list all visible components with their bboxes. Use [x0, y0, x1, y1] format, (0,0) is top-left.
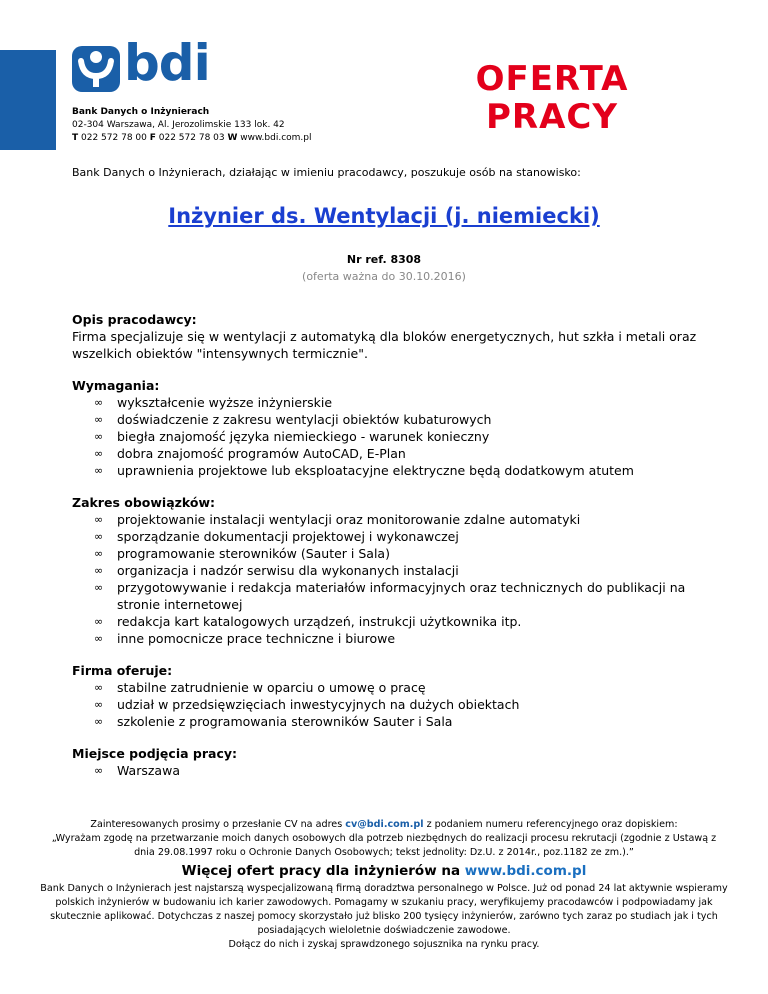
bullet-icon: ∞ — [94, 564, 104, 577]
bullet-icon: ∞ — [94, 615, 104, 628]
list-item-text: wykształcenie wyższe inżynierskie — [117, 395, 333, 410]
list-item — [72, 679, 712, 696]
cv-text-before: Zainteresowanych prosimy o przesłanie CV na adres — [90, 819, 346, 830]
more-offers-link[interactable]: www.bdi.com.pl — [464, 863, 587, 879]
list-item-text: biegła znajomość języka niemieckiego - warunek konieczny — [117, 429, 490, 444]
about-text: Bank Danych o Inżynierach jest najstarszą wyspecjalizowaną firmą doradztwa personalnego w Polsce. Już od ponad 24 lat aktywnie wspieramy polskich inżynierów w budowaniu ich karier zawodowych. Pomagamy w szukaniu pracy, weryfikujemy pracodawców i podpowiadamy jak skutecznie aplikować. Dotychczas z naszej pomocy skorzystało już blisko 200 tysięcy inżynierów, zarówno tych zaraz po studiach jak i tych posiadających wieloletnie doświadczenie zawodowe. — [40, 883, 728, 936]
list-item — [72, 545, 712, 562]
bullet-icon: ∞ — [94, 513, 104, 526]
bullet-icon: ∞ — [94, 698, 104, 711]
job-title[interactable]: Inżynier ds. Wentylacji (j. niemiecki) — [168, 204, 600, 228]
intro-text: Bank Danych o Inżynierach, działając w imieniu pracodawcy, poszukuje osób na stanowisko: — [72, 166, 581, 179]
requirements-section — [72, 377, 712, 479]
bullet-icon: ∞ — [94, 715, 104, 728]
list-item — [72, 762, 712, 779]
list-item-text: doświadczenie z zakresu wentylacji obiektów kubaturowych — [117, 412, 492, 427]
bullet-icon: ∞ — [94, 581, 104, 594]
list-item-text: organizacja i nadzór serwisu dla wykonanych instalacji — [117, 563, 459, 578]
bank-contact-block — [72, 106, 312, 145]
more-offers-text: Więcej ofert pracy dla inżynierów na — [181, 863, 465, 879]
location-title: Miejsce podjęcia pracy: — [72, 746, 237, 761]
logo-wordmark: bdi — [124, 34, 210, 92]
bank-name: Bank Danych o Inżynierach — [72, 107, 210, 117]
list-item-text: dobra znajomość programów AutoCAD, E-Plan — [117, 446, 406, 461]
cv-instruction — [40, 818, 728, 832]
list-item-text: szkolenie z programowania sterowników Sauter i Sala — [117, 714, 453, 729]
list-item-text: sporządzanie dokumentacji projektowej i wykonawczej — [117, 529, 459, 544]
footer — [40, 818, 728, 952]
bullet-icon: ∞ — [94, 632, 104, 645]
requirements-list — [72, 394, 712, 479]
bullet-icon: ∞ — [94, 464, 104, 477]
list-item — [72, 579, 712, 613]
list-item — [72, 630, 712, 647]
offer-heading-line2: PRACY — [486, 97, 618, 137]
offer-content — [72, 311, 712, 794]
fax-number: 022 572 78 03 — [158, 133, 225, 143]
bullet-icon: ∞ — [94, 547, 104, 560]
bullet-icon: ∞ — [94, 764, 104, 777]
list-item-text: udział w przedsięwzięciach inwestycyjnych na dużych obiektach — [117, 697, 520, 712]
list-item-text: stabilne zatrudnienie w oparciu o umowę o pracę — [117, 680, 426, 695]
bullet-icon: ∞ — [94, 430, 104, 443]
requirements-title: Wymagania: — [72, 378, 160, 393]
more-offers — [40, 861, 728, 881]
logo-person-icon — [72, 46, 120, 92]
employer-text: Firma specjalizuje się w wentylacji z automatyką dla bloków energetycznych, hut szkła i metali oraz wszelkich obiektów "intensywnych termicznie". — [72, 329, 697, 361]
list-item — [72, 528, 712, 545]
duties-section — [72, 494, 712, 647]
bullet-icon: ∞ — [94, 681, 104, 694]
offer-list — [72, 679, 712, 730]
bullet-icon: ∞ — [94, 413, 104, 426]
offer-heading — [462, 60, 642, 136]
list-item — [72, 462, 712, 479]
list-item — [72, 613, 712, 630]
list-item-text: Warszawa — [117, 763, 180, 778]
duties-list — [72, 511, 712, 647]
list-item — [72, 562, 712, 579]
location-section — [72, 745, 712, 779]
bank-contact-line — [72, 132, 312, 145]
bdi-logo — [72, 34, 210, 96]
bank-address: 02-304 Warszawa, Al. Jerozolimskie 133 lok. 42 — [72, 120, 285, 130]
bullet-icon: ∞ — [94, 396, 104, 409]
list-item — [72, 511, 712, 528]
offer-title: Firma oferuje: — [72, 663, 173, 678]
reference-number: Nr ref. 8308 — [346, 253, 422, 266]
list-item — [72, 394, 712, 411]
list-item-text: redakcja kart katalogowych urządzeń, instrukcji użytkownika itp. — [117, 614, 522, 629]
offer-heading-line1: OFERTA — [475, 59, 629, 99]
list-item-text: inne pomocnicze prace techniczne i biurowe — [117, 631, 396, 646]
consent-text: „Wyrażam zgodę na przetwarzanie moich danych osobowych dla potrzeb niezbędnych do realizacji procesu rekrutacji (zgodnie z Ustawą z dnia 29.08.1997 roku o Ochronie Danych Osobowych; tekst jednolity: Dz.U. z 2014r., poz.1182 ze zm.).” — [51, 833, 717, 858]
offer-validity: (oferta ważna do 30.10.2016) — [302, 270, 466, 283]
list-item — [72, 411, 712, 428]
bullet-icon: ∞ — [94, 530, 104, 543]
web-address[interactable]: www.bdi.com.pl — [240, 133, 312, 143]
offer-section — [72, 662, 712, 730]
location-list — [72, 762, 712, 779]
fax-label: F — [149, 133, 156, 143]
list-item — [72, 445, 712, 462]
employer-section — [72, 311, 712, 362]
brand-bar — [0, 50, 56, 150]
web-label: W — [227, 133, 238, 143]
phone-label: T — [72, 133, 79, 143]
list-item-text: projektowanie instalacji wentylacji oraz monitorowanie zdalne automatyki — [117, 512, 581, 527]
cv-email-link[interactable]: cv@bdi.com.pl — [345, 819, 424, 830]
duties-title: Zakres obowiązków: — [72, 495, 216, 510]
phone-number: 022 572 78 00 — [81, 133, 147, 143]
bullet-icon: ∞ — [94, 447, 104, 460]
list-item — [72, 713, 712, 730]
cv-text-after: z podaniem numeru referencyjnego oraz dopiskiem: — [423, 819, 678, 830]
list-item-text: przygotowywanie i redakcja materiałów informacyjnych oraz technicznych do publikacji na stronie internetowej — [117, 580, 686, 612]
list-item — [72, 428, 712, 445]
list-item-text: uprawnienia projektowe lub eksploatacyjne elektryczne będą dodatkowym atutem — [117, 463, 634, 478]
list-item — [72, 696, 712, 713]
employer-title: Opis pracodawcy: — [72, 312, 197, 327]
join-text: Dołącz do nich i zyskaj sprawdzonego sojusznika na rynku pracy. — [228, 939, 540, 950]
list-item-text: programowanie sterowników (Sauter i Sala) — [117, 546, 390, 561]
